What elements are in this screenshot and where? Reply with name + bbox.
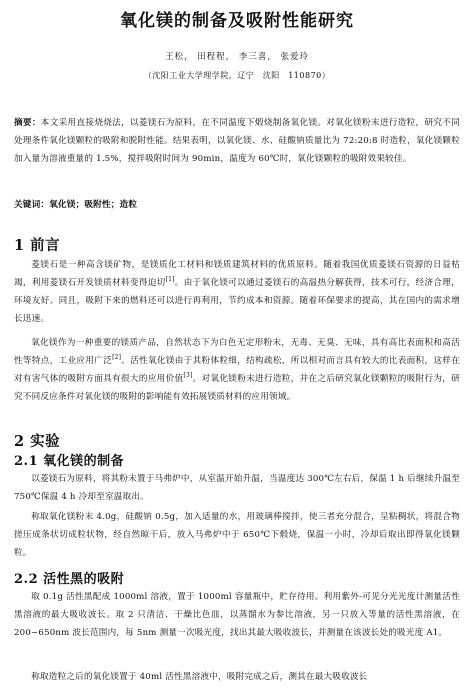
method-paragraph-2: 称取氧化镁粉末 4.0g，硅酸钠 0.5g，加入适量的水，用玻璃棒搅拌，使三者充分混合，呈粘稠状，将混合物搓压成条状切成粒状物，经自然晾干后，放入马弗炉中于 650℃下煅烧，保温一小时，冷却后取出即得氧化镁颗粒。 [14, 512, 460, 558]
intro-p2-text-b: 。活性氧化镁由于其粉体粒细，结构疏松，所以相对而言具有较大的比表面积，这样在对有害气体的吸附方面具有很大的应用价值 [14, 356, 460, 384]
keywords-text: 氧化镁；吸附性；造粒 [49, 200, 138, 210]
intro-p1-text: 菱镁石是一种高含镁矿物，是镁质化工材料和镁质建筑材料的优质原料。随着我国优质菱镁石资源的日益枯竭，利用菱镁石开发镁质材料变得迫切 [14, 260, 460, 288]
intro-p1-rest: 。由于氧化镁可以通过菱镁石的高温热分解获得，技术可行，经济合理，环境友好。同且，吸附下来的燃料还可以进行再利用，节约成本和资源。随着环保要求的提高，其在国内的需求增长迅速。 [14, 278, 460, 324]
authors: 王松， 田程程， 李三喜， 张爱玲 [164, 52, 310, 62]
intro-p2-text-a: 氧化镁作为一种重要的镁质产品，自然状态下为白色无定形粉末，无毒、无臭、无味，具有高比表面积和高活性等特点，工业应用广泛 [14, 338, 460, 366]
keywords [14, 196, 460, 214]
intro-p2-text-c: 。对氧化镁粉末进行造粒，并在之后研究氧化镁颗粒的吸附行为，研究不同反应条件对氧化镁的吸附的影响能有效拓展镁质材料的应用领域。 [14, 374, 460, 402]
affiliation: （沈阳工业大学理学院，辽宁 沈阳 110870） [143, 71, 331, 80]
citation-3: [3] [183, 372, 193, 380]
section-heading-experiment: 2 实验 [14, 433, 61, 450]
citation-1: [1] [165, 276, 175, 284]
adsorption-paragraph-1: 取 0.1g 活性黑配成 1000ml 溶液，置于 1000ml 容量瓶中，贮存待用。利用紫外-可见分光光度计测量活性黑溶液的最大吸收波长。取 2 只清洁、干燥比色皿，以蒸馏水为参比溶液，另一只放入等量的活性黑溶液，在 200~650nm 波长范围内，每 5nm 测量一次吸光度，找出其最大吸收波长，并测量在该波长处的吸光度 A1。 [14, 592, 460, 638]
adsorption-paragraph-2: 称取造粒之后的氧化镁置于 40ml 活性黑溶液中，吸附完成之后，测其在最大吸收波长 [31, 672, 368, 682]
abstract-label: 摘要： [14, 118, 41, 128]
keywords-label: 关键词： [14, 200, 50, 210]
subsection-heading-2-2: 2.2 活性黑的吸附 [14, 572, 125, 587]
intro-paragraph-1 [14, 256, 460, 328]
intro-paragraph-2 [14, 334, 460, 406]
citation-2: [2] [112, 354, 122, 362]
subsection-heading-2-1: 2.1 氧化镁的制备 [14, 454, 125, 469]
abstract-text: 本文采用直接烧烧法，以菱镁石为原料，在不同温度下煅烧制备氧化镁。对氧化镁粉末进行造粒，研究不同处理条件氧化镁颗粒的吸附和脱附性能。结果表明，以氧化镁、水、硅酸钠质量比为 72:20:8 时造粒，氧化镁颗粒加入量为溶液重量的 1.5%，搅拌吸附时间为 90min，温度为 60℃时，氧化镁颗粒的吸附效果较佳。 [14, 118, 461, 164]
section-heading-introduction: 1 前言 [14, 237, 61, 254]
paper-title: 氧化镁的制备及吸附性能研究 [120, 11, 354, 31]
method-paragraph-1: 以菱镁石为原料，将其粉末置于马弗炉中，从室温开始升温，当温度达 300℃左右后，保温 1 h 后继续升温至 750℃保温 4 h 冷却至室温取出。 [14, 474, 460, 502]
abstract [14, 114, 460, 168]
